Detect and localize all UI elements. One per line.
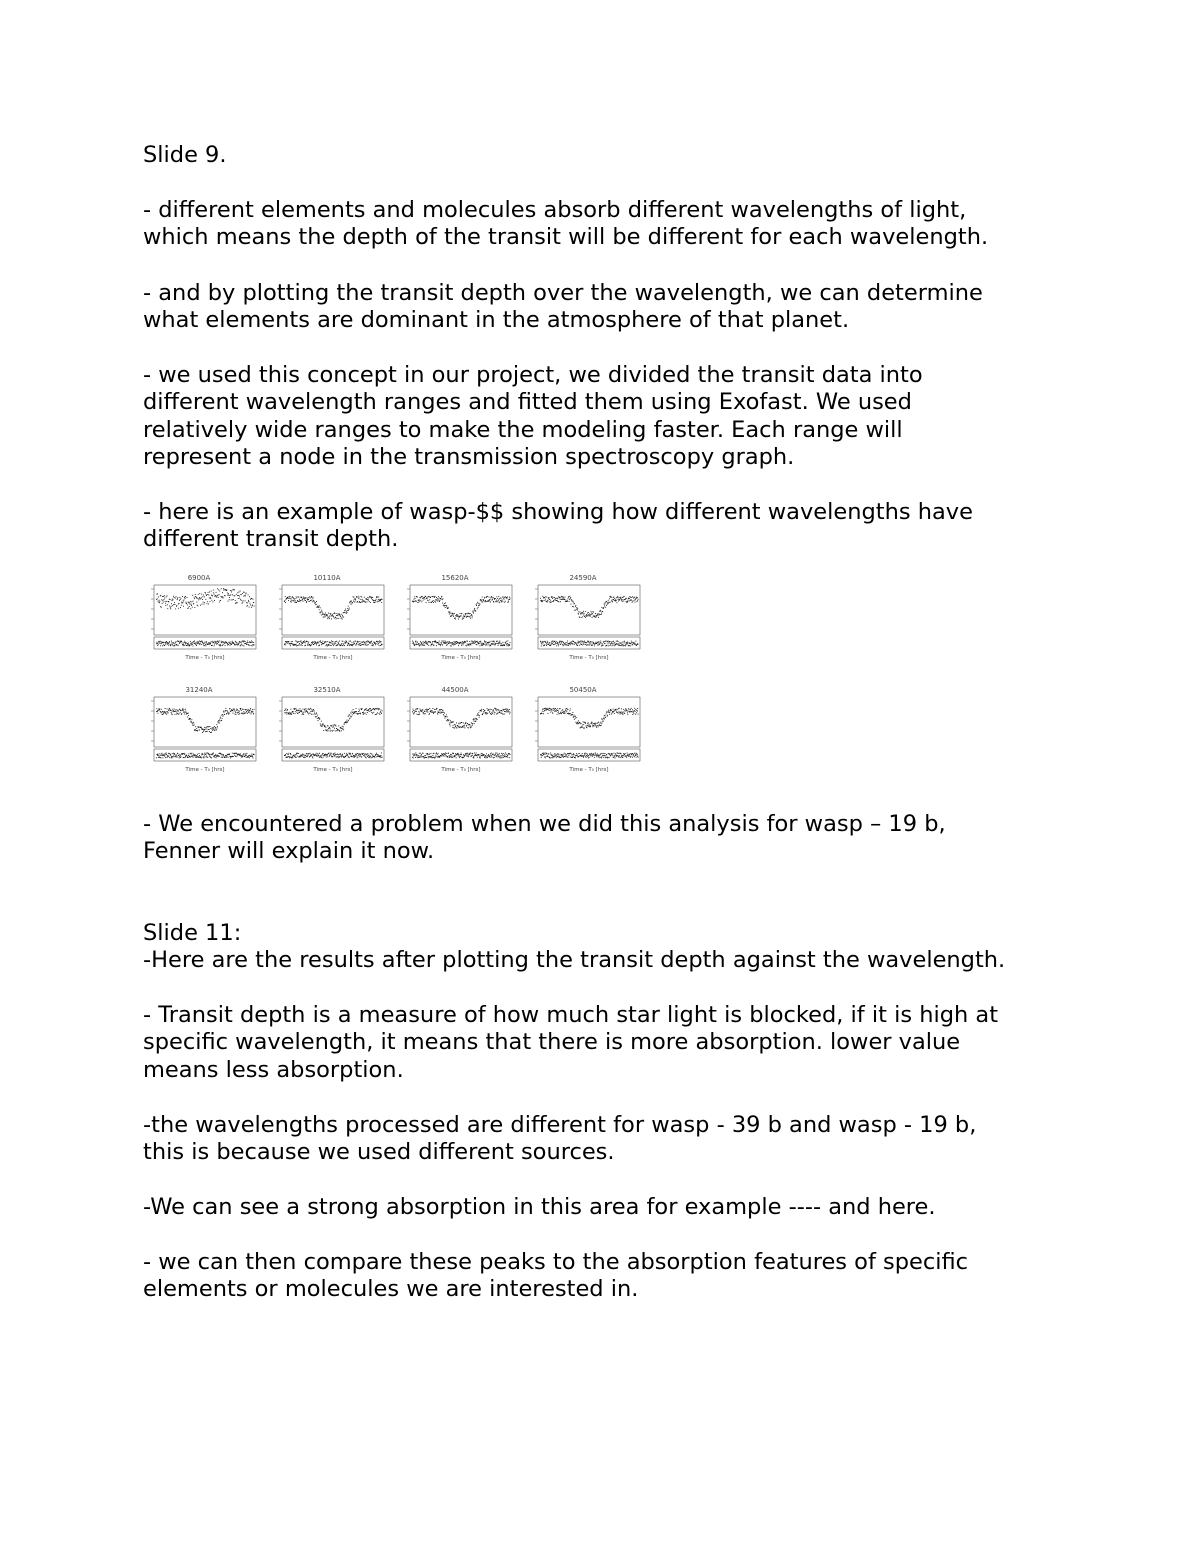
text-line: different wavelength ranges and fitted them using Exofast. We used	[143, 389, 912, 416]
flux-points	[412, 708, 511, 729]
text-line: - We encountered a problem when we did this analysis for wasp – 19 b,	[143, 811, 946, 837]
panel-title: 32510A	[313, 686, 341, 694]
residual-points	[540, 753, 639, 759]
flux-points	[412, 596, 511, 620]
lightcurve-plot	[396, 687, 514, 777]
text-line: Fenner will explain it now.	[143, 838, 435, 865]
lightcurve-plot	[524, 687, 642, 777]
text-line: -the wavelengths processed are different for wasp - 39 b and wasp - 19 b,	[143, 1112, 977, 1138]
text-line: - we can then compare these peaks to the absorption features of specific	[143, 1249, 969, 1275]
slide11-paragraph-1	[143, 947, 1073, 974]
flux-axes-frame	[410, 585, 512, 635]
flux-points	[540, 708, 639, 729]
residual-axes-frame	[154, 749, 256, 761]
flux-axes-frame	[282, 697, 384, 747]
slide9-paragraph-1	[143, 197, 1073, 252]
transit-lightcurves-figure	[140, 575, 640, 780]
flux-points	[156, 708, 255, 733]
text-line: -We can see a strong absorption in this area for example ---- and here.	[143, 1194, 936, 1220]
slide9-paragraph-2	[143, 280, 1073, 335]
x-axis-label: Time - T₀ [hrs]	[185, 767, 225, 773]
text-line: elements or molecules we are interested in.	[143, 1276, 639, 1303]
lightcurve-plot	[140, 575, 258, 665]
slide9-heading: Slide 9.	[143, 142, 227, 168]
residual-points	[284, 641, 383, 647]
panel-title: 50450A	[569, 686, 597, 694]
flux-axes-frame	[538, 697, 640, 747]
x-axis-label: Time - T₀ [hrs]	[441, 655, 481, 661]
lightcurve-panel	[140, 687, 258, 777]
residual-axes-frame	[538, 749, 640, 761]
residual-points	[156, 641, 255, 647]
x-axis-label: Time - T₀ [hrs]	[441, 767, 481, 773]
text-line: -Here are the results after plotting the transit depth against the wavelength.	[143, 947, 1006, 973]
panel-title: 6900A	[187, 574, 211, 582]
x-axis-label: Time - T₀ [hrs]	[569, 655, 609, 661]
lightcurve-panel	[396, 575, 514, 665]
panel-title: 24590A	[569, 574, 597, 582]
x-axis-label: Time - T₀ [hrs]	[185, 655, 225, 661]
text-line: which means the depth of the transit will be different for each wavelength.	[143, 224, 989, 251]
text-line: specific wavelength, it means that there is more absorption. lower value	[143, 1029, 961, 1056]
slide11-paragraph-3	[143, 1112, 1073, 1167]
text-line: - we used this concept in our project, we divided the transit data into	[143, 362, 923, 388]
slide11-paragraph-4	[143, 1194, 1073, 1221]
flux-axes-frame	[538, 585, 640, 635]
slide9-paragraph-3	[143, 362, 1073, 471]
panel-title: 10110A	[313, 574, 341, 582]
flux-points	[284, 596, 383, 620]
text-line: - here is an example of wasp-$$ showing how different wavelengths have	[143, 499, 973, 525]
panel-title: 31240A	[185, 686, 213, 694]
flux-axes-frame	[154, 697, 256, 747]
slide11-paragraph-2	[143, 1002, 1073, 1084]
lightcurve-panel	[140, 575, 258, 665]
lightcurve-panel	[268, 687, 386, 777]
text-line: means less absorption.	[143, 1056, 404, 1083]
residual-points	[540, 641, 639, 647]
slide11-paragraph-5	[143, 1249, 1073, 1304]
residual-points	[412, 641, 511, 647]
flux-axes-frame	[282, 585, 384, 635]
flux-points	[540, 596, 639, 618]
lightcurve-plot	[524, 575, 642, 665]
lightcurve-panel	[268, 575, 386, 665]
lightcurve-plot	[268, 687, 386, 777]
panel-title: 15620A	[441, 574, 469, 582]
residual-points	[284, 753, 383, 759]
slide11-heading: Slide 11:	[143, 920, 242, 946]
lightcurve-plot	[140, 687, 258, 777]
panel-title: 44500A	[441, 686, 469, 694]
text-line: - Transit depth is a measure of how much star light is blocked, if it is high at	[143, 1002, 999, 1028]
flux-points	[156, 588, 255, 609]
text-line: what elements are dominant in the atmosphere of that planet.	[143, 307, 850, 334]
lightcurve-panel	[396, 687, 514, 777]
lightcurve-panel	[524, 575, 642, 665]
residual-points	[412, 753, 511, 759]
x-axis-label: Time - T₀ [hrs]	[313, 767, 353, 773]
lightcurve-plot	[396, 575, 514, 665]
x-axis-label: Time - T₀ [hrs]	[569, 767, 609, 773]
flux-points	[284, 708, 383, 732]
text-line: different transit depth.	[143, 526, 399, 553]
text-line: - different elements and molecules absorb different wavelengths of light,	[143, 197, 967, 223]
lightcurve-plot	[268, 575, 386, 665]
text-line: represent a node in the transmission spectroscopy graph.	[143, 443, 795, 470]
slide9-paragraph-5	[143, 811, 1073, 866]
slide9-paragraph-4	[143, 499, 1073, 554]
residual-points	[156, 753, 255, 759]
text-line: - and by plotting the transit depth over the wavelength, we can determine	[143, 280, 983, 306]
lightcurve-panel	[524, 687, 642, 777]
residual-axes-frame	[282, 637, 384, 649]
text-line: relatively wide ranges to make the modeling faster. Each range will	[143, 416, 903, 443]
x-axis-label: Time - T₀ [hrs]	[313, 655, 353, 661]
text-line: this is because we used different sources.	[143, 1139, 615, 1166]
